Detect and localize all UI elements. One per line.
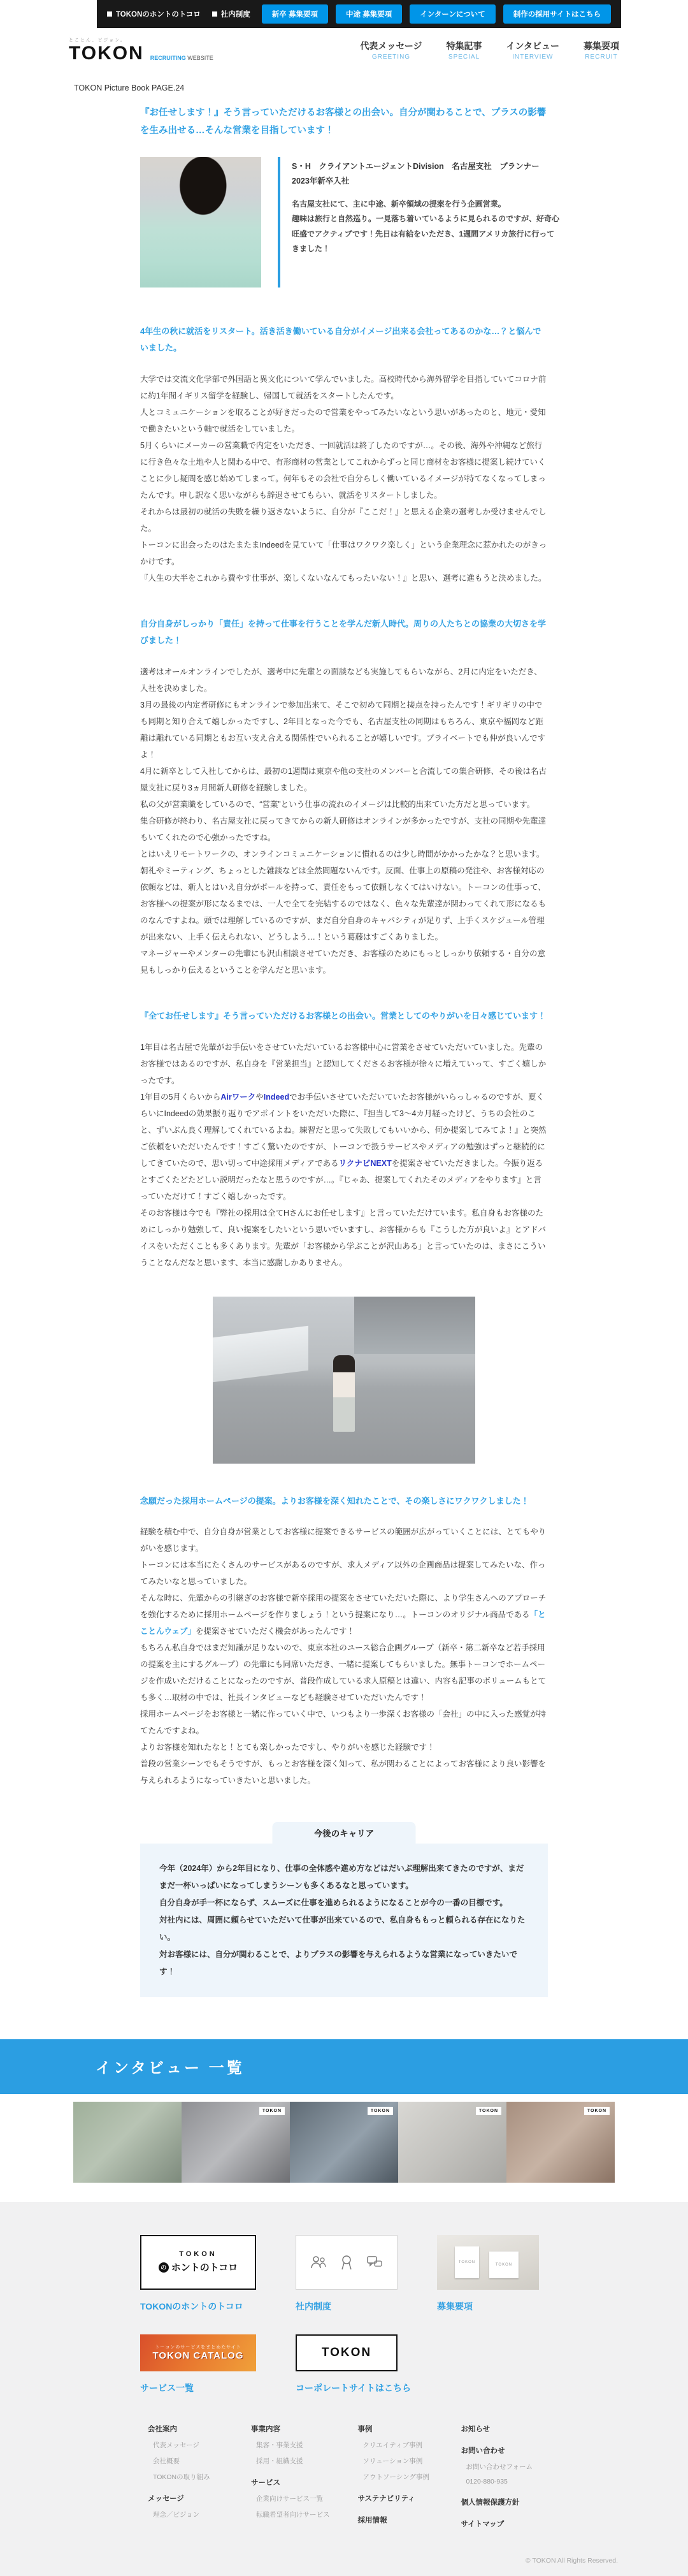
interview-thumbnail[interactable] (182, 2102, 290, 2183)
footer-link-group-title[interactable]: 個人情報保護方針 (461, 2498, 520, 2507)
profile-photo (140, 157, 261, 287)
honto-card-label[interactable]: TOKONのホントのトコロ (140, 2301, 243, 2311)
topbar-menus (107, 9, 250, 19)
tokon-badge: TOKON (476, 2107, 501, 2115)
page-title: 『お任せします！』そう言っていただけるお客様との出会い。自分が関わることで、プラスの影響を生み出せる…そんな営業を目指しています！ (140, 108, 547, 136)
section-rookie-days (140, 616, 548, 979)
profile-description (292, 197, 561, 257)
footer-link-group-title[interactable]: サイトマップ (461, 2520, 505, 2528)
section-body (140, 664, 548, 979)
nav-label-en: INTERVIEW (512, 54, 554, 61)
recruit-guideline-card[interactable] (437, 2235, 539, 2290)
interview-thumbnail[interactable] (73, 2102, 182, 2183)
paragraph: 1年目は名古屋で先輩がお手伝いをさせていただいているお客様中心に営業をさせていただいていました。先輩のお客様ではあるのですが、私自身を『営業担当』と認知してくださるお客様が徐々に増えていって、すごく嬉しかったです。 (140, 1042, 547, 1085)
interview-thumbnail[interactable] (398, 2102, 506, 2183)
honto-logo-text: ホントのトコロ (171, 2262, 238, 2273)
footer-link-group-title[interactable]: 事業内容 (251, 2425, 280, 2433)
interview-thumbnail[interactable] (290, 2102, 398, 2183)
main-nav (360, 40, 619, 61)
footer-link[interactable]: ソリューション事例 (362, 2457, 423, 2465)
interview-list-banner[interactable] (0, 2039, 688, 2094)
footer-link[interactable]: お問い合わせフォーム (466, 2463, 533, 2471)
honto-logo-top: TOKON (179, 2250, 217, 2258)
copyright-row (70, 2557, 618, 2565)
main-content (74, 84, 560, 1997)
paragraph: 採用ホームページをお客様と一緒に作っていく中で、いつもより一歩深くお客様の「会社」の中に入った感覚が持てたんですよね。 (140, 1710, 547, 1736)
interview-thumbnails (73, 2102, 615, 2183)
footer-link[interactable]: 転職希望者向けサービス (256, 2510, 330, 2519)
paragraph: 選考はオールオンラインでしたが、選考中に先輩との面談なども実施してもらいながら、2月に内定をいただき、入社を決めました。 (140, 667, 542, 694)
section-body (140, 1524, 548, 1789)
tokon-badge: TOKON (368, 2107, 393, 2115)
honto-no-tokoro-card[interactable] (140, 2235, 256, 2290)
footer-nav-columns (148, 2424, 548, 2531)
section-customer-trust (140, 1008, 548, 1271)
top-utility-bar (97, 0, 621, 28)
paragraph: 5月くらいにメーカーの営業職で内定をいただき、一回就活は終了したのですが…。その後、海外や沖縄など旅行に行き色々な土地や人と関わる中で、有形商材の営業としてこれからずっと同じ商材をお客様に提案し続けていくことに少し疑問を感じ始めてしまって。何年もその会社で自分らしく働いているイメージが持てなくなってしまったんです。申し訳なく思いながらも辞退させてもらい、就活をリスタートしました。 (140, 440, 546, 500)
nav-label-jp: 募集要項 (584, 41, 619, 51)
honto-logo-no-circle: の (159, 2262, 169, 2273)
nav-label-en: SPECIAL (448, 54, 480, 61)
inline-link[interactable]: Airワーク (220, 1092, 256, 1102)
product-box-icon: TOKON (455, 2246, 479, 2278)
paragraph: 普段の営業シーンでもそうですが、もっとお客様を深く知って、私が関わることによってお客様により良い影響を与えられるようになっていきたいと思いました。 (140, 1759, 547, 1786)
section-heading: 念願だった採用ホームページの提案。よりお客様を深く知れたことで、その楽しさにワクワクしました！ (140, 1495, 529, 1506)
logo-subtitle (150, 55, 213, 61)
paragraph: 3月の最後の内定者研修にもオンラインで参加出来て、そこで初めて同期と接点を持ったんです！ギリギリの中でも同期と知り合えて嬉しかったですし、2年目となった今でも、名古屋支社の同期はもちろん、東京や福岡など距離は離れている同期ともお互い支え合える関係性でいられることが嬉しいです。プライベートでも仲が良いんですよ！ (140, 701, 546, 760)
profile-description-line: 趣味は旅行と自然巡り。一見落ち着いているように見られるのですが、好奇心旺盛でアクティブです！先日は有給をいただき、1週間アメリカ旅行に行ってきました！ (292, 214, 560, 254)
footer-link-group-title[interactable]: メッセージ (148, 2494, 184, 2503)
topbar-menu-label: 社内制度 (220, 11, 250, 18)
footer-link-group-title[interactable]: 採用情報 (357, 2516, 387, 2524)
people-icon (309, 2253, 328, 2272)
career-body (140, 1844, 548, 1997)
footer-link[interactable]: 代表メッセージ (153, 2441, 199, 2449)
topbar-row (0, 0, 688, 28)
interview-list-title: インタビュー 一覧 (96, 2060, 245, 2077)
copyright: © TOKON All Rights Reserved. (525, 2556, 618, 2565)
career-line: 自分自身が手一杯にならず、スムーズに仕事を進められるようになることが今の一番の目標です。 (159, 1898, 508, 1908)
topbar-button[interactable]: インターンについて (410, 4, 496, 24)
catalog-banner-title: TOKON CATALOG (152, 2350, 244, 2361)
tokon-catalog-banner[interactable] (140, 2334, 256, 2371)
catalog-banner-small-text: トーコンのサービスをまとめたサイト (155, 2345, 241, 2350)
paragraph: そんな時に、先輩からの引継ぎのお客様で新卒採用の提案をさせていただいた際に、より学生さんへのアプローチを強化するために採用ホームページを作りましょう！という提案になり…。トーコンのオリジナル商品である「とことんウェブ」を提案させていただく機会があったんです！ (140, 1594, 547, 1636)
profile-name: S・H クライアントエージェントDivision 名古屋支社 プランナー (292, 161, 540, 171)
site-header (0, 28, 688, 75)
chat-bubbles-icon (365, 2253, 384, 2272)
footer-link-group-title[interactable]: 会社案内 (148, 2425, 177, 2433)
logo-subtitle-rest: WEBSITE (185, 55, 213, 61)
paragraph: 大学では交流文化学部で外国語と異文化について学んでいました。高校時代から海外留学を目指していてコロナ前に約1年間イギリス留学を経験し、帰国して就活をスタートしたんです。 (140, 374, 547, 400)
paragraph: トーコンに出会ったのはたまたまIndeedを見ていて「仕事はワクワク楽しく」という企業理念に惹かれたのがきっかけです。 (140, 540, 547, 566)
product-link[interactable]: 「とことんウェブ」 (140, 1610, 546, 1636)
street-photo-person (333, 1355, 355, 1432)
career-line: 今年（2024年）から2年目になり、仕事の全体感や進め方などはだいぶ理解出来てきたのですが、まだまだ一杯いっぱいになってしまうシーンも多くあるなと思っています。 (159, 1864, 524, 1891)
paragraph: もちろん私自身ではまだ知識が足りないので、東京本社のユース総合企画グループ（新卒・第二新卒など若手採用の提案を主にするグループ）の先輩にも同席いただき、一緒に提案してもらいました。無事トーコンでホームページを作成いただけることになったのですが、普段作成している求人原稿とは違い、内容も記事のボリュームもとても多く…取材の中では、社長インタビューなども経験させていただいたんです！ (140, 1643, 547, 1703)
topbar-button[interactable]: 制作の採用サイトはこちら (503, 4, 611, 24)
nav-label-jp: 代表メッセージ (360, 41, 422, 51)
paragraph: とはいえリモートワークの、オンラインコミュニケーションに慣れるのは少し時間がかかったかな？と思います。朝礼やミーティング、ちょっとした雑談などは全然問題ないんです。反面、仕事上の原稿の発注や、お客様対応の依頼などは、新人とはいえ自分がボールを持って、責任をもって依頼しなくてはいけない。トーコンの仕事って、お客様への提案が形になるまでは、一人で全てを完結するのではなく、色々な先輩達が関わってくれて形になるものなんですよね。頭では理解しているのですが、まだ自分自身のキャパシティが足りず、上手くスケジュール管理が出来ない、上手く伝えられない、どうしよう…！という葛藤はすごくありました。 (140, 850, 547, 942)
career-box (140, 1829, 548, 1997)
footer-link[interactable]: 理念／ビジョン (153, 2510, 200, 2519)
inline-link[interactable]: リクナビNEXT (338, 1158, 392, 1168)
paragraph: 私の父が営業職をしているので、“営業”という仕事の流れのイメージは比較的出来ていた方だと思っています。 (140, 800, 535, 810)
profile-row (140, 157, 561, 287)
profile-join-year: 2023年新卒入社 (292, 177, 350, 186)
footer-card-seido (296, 2235, 398, 2313)
footer-link-group-title[interactable]: お知らせ (461, 2425, 491, 2433)
footer-column (358, 2424, 433, 2531)
square-bullet-icon (212, 11, 217, 17)
paragraph: 集合研修が終わり、名古屋支社に戻ってきてからの新人研修はオンラインが多かったですが、支社の同期や先輩達もいてくれたので心強かったですね。 (140, 817, 547, 843)
footer-link[interactable]: クリエイティブ事例 (362, 2441, 422, 2449)
corporate-site-label[interactable]: コーポレートサイトはこちら (296, 2382, 412, 2393)
product-box-icon: TOKON (489, 2252, 519, 2278)
career-tab-title: 今後のキャリア (273, 1822, 416, 1844)
inline-link[interactable]: Indeed (263, 1092, 290, 1102)
paragraph: マネージャーやメンターの先輩にも沢山相談させていただき、お客様のためにもっとしっかり依頼する・自分の意見もしっかり伝えるということを学んだと思います。 (140, 949, 546, 975)
section-heading: 自分自身がしっかり「責任」を持って仕事を行うことを学んだ新人時代。周りの人たちとの協業の大切さを学びました！ (140, 618, 547, 646)
nav-item-recruit[interactable] (584, 40, 619, 61)
topbar-button[interactable]: 新卒 募集要項 (262, 4, 328, 24)
tokon-badge: TOKON (259, 2107, 285, 2115)
tokon-badge: TOKON (584, 2107, 610, 2115)
honto-logo-main (159, 2260, 238, 2274)
logo-tagline: とことん、ビジョン。 (69, 38, 126, 43)
footer-link[interactable]: 0120-880-935 (466, 2477, 508, 2485)
nav-label-jp: インタビュー (506, 41, 559, 51)
topbar-button[interactable]: 中途 募集要項 (336, 4, 402, 24)
paragraph: 1年目の5月くらいからAirワークやIndeedでお手伝いさせていただいていたお客様がいらっしゃるのですが、夏くらいにIndeedの効果振り返りでアポイントをいただいた際に、『担当して3～4カ月経ったけど、うちの会社のこと、ずいぶん良く理解してくれているよね。練習だと思って失敗してもいいから、何か提案してみてよ！』と突然ご依頼をいただいたんです！すごく驚いたのですが、トーコンで扱うサービスやメディアの勉強はずっと継続的にしてきていたので、思い切って中途採用メディアであるリクナビNEXTを提案させていただきました。今振り返るとすごくたどたどしい説明だったなと思うのですが…。『じゃあ、提案してくれたそのメディアをやります』と言っていただけて！すごく嬉しかったです。 (140, 1092, 547, 1201)
career-line: 対お客様には、自分が関わることで、よりプラスの影響を与えられるような営業になっていきたいです！ (159, 1949, 517, 1976)
section-recruit-homepage (140, 1493, 548, 1789)
internal-system-card[interactable] (296, 2235, 398, 2290)
seido-card-label[interactable]: 社内制度 (296, 2301, 331, 2311)
paragraph: 『人生の大半をこれから費やす仕事が、楽しくないなんてもったいない！』と思い、選考に進もうと決めました。 (140, 573, 547, 583)
breadcrumb: TOKON Picture Book PAGE.24 (74, 84, 185, 92)
nav-item-special[interactable] (447, 40, 482, 61)
bosyu-card-label[interactable]: 募集要項 (437, 2301, 473, 2311)
square-bullet-icon (107, 11, 112, 17)
footer-link[interactable]: 集客・事業支援 (256, 2441, 303, 2449)
logo-block (69, 37, 144, 63)
logo-title: TOKON (69, 43, 144, 64)
logo-subtitle-accent: RECRUITING (150, 55, 186, 61)
career-line: 対社内には、周囲に頼らせていただいて仕事が出来ているので、私自身ももっと頼られる存在になりたい。 (159, 1916, 526, 1942)
footer-link-group-title[interactable]: 事例 (357, 2425, 373, 2433)
footer-column (148, 2424, 223, 2531)
footer-link[interactable]: アウトソーシング事例 (362, 2473, 429, 2481)
paragraph: 人とコミュニケーションを取ることが好きだったので営業をやってみたいなという思いがあったのと、地元・愛知で働きたいという軸で就活をしていました。 (140, 407, 546, 433)
section-body (140, 1039, 548, 1271)
footer-card-honto (140, 2235, 256, 2313)
footer-link-group-title[interactable]: サステナビリティ (357, 2494, 415, 2503)
topbar-menu-label: TOKONのホントのトコロ (115, 11, 201, 18)
topbar-buttons (262, 4, 611, 24)
nav-item-interview[interactable] (506, 40, 559, 61)
section-heading: 4年生の秋に就活をリスタート。活き活き働いている自分がイメージ出来る会社ってあるのかな…？と悩んでいました。 (140, 326, 541, 353)
nav-label-en: RECRUIT (585, 54, 618, 61)
footer-links-row (140, 2334, 548, 2394)
street-photo (213, 1297, 475, 1464)
nav-label-jp: 特集記事 (446, 41, 482, 51)
medal-icon (337, 2253, 356, 2272)
paragraph: そのお客様は今でも『弊社の採用は全てHさんにお任せします』と言っていただけています。私自身もお客様のためにしっかり勉強して、良い提案をしたいという思いでいますし、お客様からも『こうした方が良いよ』とアドバイスをいただくことも多くあります。先輩が「お客様から学ぶことが沢山ある」と言っていたのは、まさにこういうことなんだなと思います、本当に感謝しかありません。 (140, 1208, 547, 1267)
footer-link[interactable]: 企業向けサービス一覧 (256, 2494, 323, 2503)
profile-card (278, 157, 561, 287)
footer-column (461, 2424, 536, 2531)
paragraph: それからは最初の就活の失敗を繰り返さないように、自分が『ここだ！』と思える企業の選考しか受けませんでした。 (140, 507, 547, 533)
topbar-menu-item[interactable] (107, 9, 201, 19)
street-photo-tent (213, 1326, 308, 1382)
footer-link-group-title[interactable]: お問い合わせ (461, 2447, 505, 2455)
paragraph: 4月に新卒として入社してからは、最初の1週間は東京や他の支社のメンバーと合流しての集合研修、その後は名古屋支社に戻り3ヵ月間新人研修を経験しました。 (140, 767, 547, 793)
footer-link[interactable]: TOKONの取り組み (153, 2473, 210, 2481)
nav-item-greeting[interactable] (360, 40, 422, 61)
section-heading: 『全てお任せします』そう言っていただけるお客様との出会い。営業としてのやりがいを日々感じています！ (140, 1011, 547, 1021)
service-list-label[interactable]: サービス一覧 (140, 2382, 194, 2393)
section-restart-jobhunt (140, 323, 548, 586)
street-photo-building (354, 1297, 475, 1354)
footer-link[interactable]: 採用・組織支援 (256, 2457, 303, 2465)
corporate-logo-box[interactable]: TOKON (296, 2334, 398, 2371)
paragraph: 経験を積む中で、自分自身が営業としてお客様に提案できるサービスの範囲が広がっていくことには、とてもやりがいを感じます。 (140, 1527, 547, 1554)
interview-thumbnail[interactable] (506, 2102, 615, 2183)
topbar-menu-item[interactable] (212, 9, 250, 19)
footer-cards-row (140, 2235, 548, 2313)
nav-label-en: GREETING (371, 54, 411, 61)
footer-card-catalog (140, 2334, 256, 2394)
paragraph: トーコンには本当にたくさんのサービスがあるのですが、求人メディア以外の企画商品は提案してみたいな、作ってみたいなと思っていました。 (140, 1561, 546, 1587)
footer-column (251, 2424, 330, 2531)
footer-area (0, 2202, 688, 2576)
footer-inner (140, 2235, 548, 2531)
profile-description-line: 名古屋支社にて、主に中途、新卒領域の提案を行う企画営業。 (292, 200, 506, 209)
paragraph: よりお客様を知れたなと！とても楽しかったですし、やりがいを感じた経験です！ (140, 1743, 435, 1752)
site-logo[interactable] (69, 37, 213, 63)
section-body (140, 371, 548, 586)
footer-link[interactable]: 会社概要 (153, 2457, 180, 2465)
footer-link-group-title[interactable]: サービス (251, 2478, 280, 2487)
footer-card-corporate (296, 2334, 411, 2394)
footer-card-bosyu (437, 2235, 539, 2313)
